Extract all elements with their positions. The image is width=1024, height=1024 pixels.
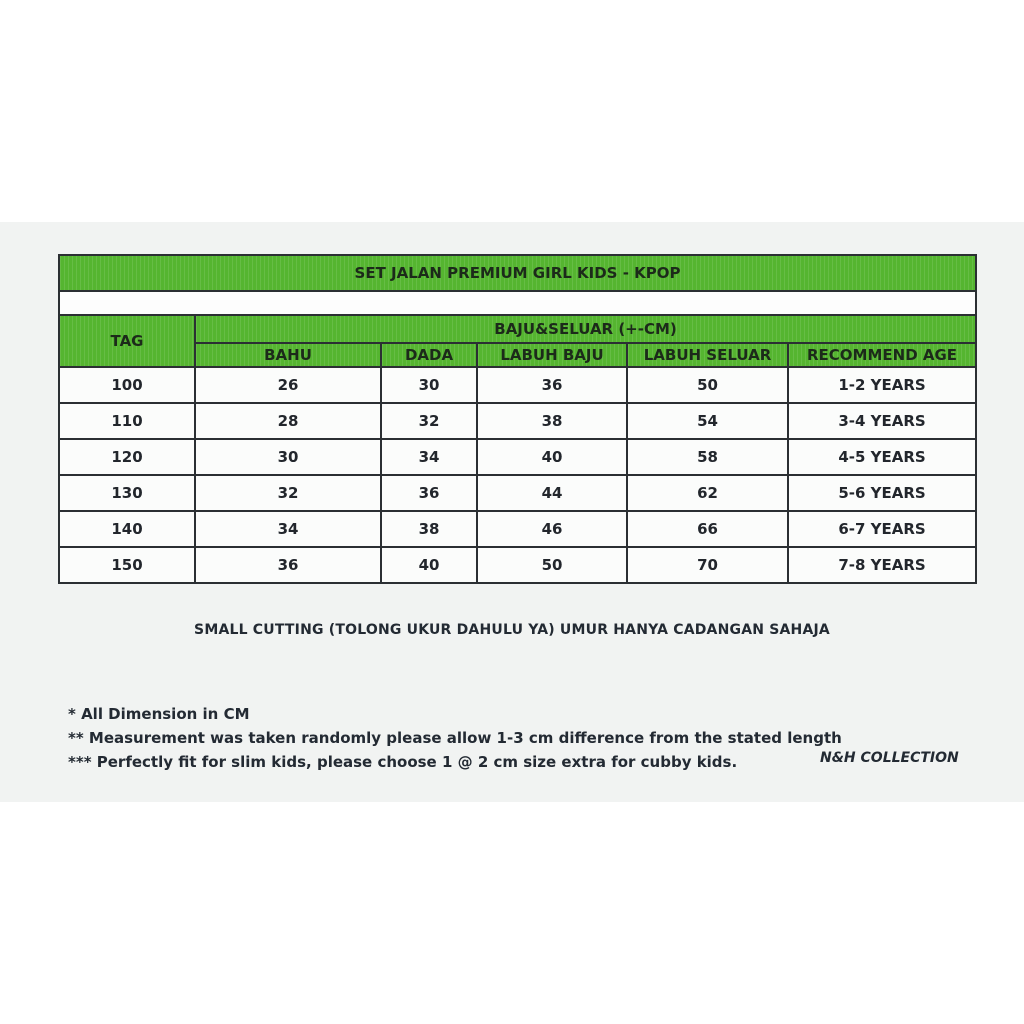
- cell-tag: 120: [59, 439, 195, 475]
- cell-bahu: 32: [195, 475, 381, 511]
- cell-recommend-age: 5-6 YEARS: [788, 475, 976, 511]
- footnote-fit: *** Perfectly fit for slim kids, please choose 1 @ 2 cm size extra for cubby kids.: [68, 753, 738, 771]
- table-row: [59, 511, 976, 547]
- cell-labuh-baju: 46: [477, 511, 627, 547]
- cell-tag: 130: [59, 475, 195, 511]
- chart-title: SET JALAN PREMIUM GIRL KIDS - KPOP: [59, 255, 976, 291]
- table-row: [59, 475, 976, 511]
- column-header-labuh-baju: LABUH BAJU: [477, 343, 627, 367]
- table-row: [59, 403, 976, 439]
- cell-dada: 36: [381, 475, 477, 511]
- column-header-dada: DADA: [381, 343, 477, 367]
- cell-labuh-baju: 44: [477, 475, 627, 511]
- cell-recommend-age: 1-2 YEARS: [788, 367, 976, 403]
- cell-tag: 110: [59, 403, 195, 439]
- cell-dada: 32: [381, 403, 477, 439]
- footnote-dimension: * All Dimension in CM: [68, 705, 250, 723]
- cell-dada: 38: [381, 511, 477, 547]
- cell-labuh-seluar: 62: [627, 475, 788, 511]
- cell-bahu: 28: [195, 403, 381, 439]
- cell-dada: 34: [381, 439, 477, 475]
- cell-bahu: 34: [195, 511, 381, 547]
- cell-tag: 100: [59, 367, 195, 403]
- spacer-row: [59, 291, 976, 315]
- cell-recommend-age: 6-7 YEARS: [788, 511, 976, 547]
- cell-recommend-age: 3-4 YEARS: [788, 403, 976, 439]
- cell-labuh-baju: 40: [477, 439, 627, 475]
- column-header-tag: TAG: [59, 315, 195, 367]
- table-row: [59, 367, 976, 403]
- cell-labuh-baju: 36: [477, 367, 627, 403]
- cell-dada: 30: [381, 367, 477, 403]
- cell-bahu: 30: [195, 439, 381, 475]
- cutting-note: SMALL CUTTING (TOLONG UKUR DAHULU YA) UMUR HANYA CADANGAN SAHAJA: [194, 622, 830, 638]
- cell-tag: 140: [59, 511, 195, 547]
- cell-labuh-seluar: 70: [627, 547, 788, 583]
- cell-labuh-seluar: 58: [627, 439, 788, 475]
- footnote-measurement: ** Measurement was taken randomly please allow 1-3 cm difference from the stated length: [68, 729, 842, 747]
- table-row: [59, 439, 976, 475]
- cell-labuh-seluar: 50: [627, 367, 788, 403]
- group-header-measurements: BAJU&SELUAR (+-CM): [195, 315, 976, 343]
- column-header-bahu: BAHU: [195, 343, 381, 367]
- cell-recommend-age: 4-5 YEARS: [788, 439, 976, 475]
- cell-tag: 150: [59, 547, 195, 583]
- table-row: [59, 547, 976, 583]
- cell-labuh-seluar: 66: [627, 511, 788, 547]
- cell-bahu: 36: [195, 547, 381, 583]
- column-header-recommend-age: RECOMMEND AGE: [788, 343, 976, 367]
- cell-labuh-baju: 50: [477, 547, 627, 583]
- cell-recommend-age: 7-8 YEARS: [788, 547, 976, 583]
- cell-bahu: 26: [195, 367, 381, 403]
- cell-labuh-seluar: 54: [627, 403, 788, 439]
- cell-dada: 40: [381, 547, 477, 583]
- brand-label: N&H COLLECTION: [820, 750, 959, 766]
- cell-labuh-baju: 38: [477, 403, 627, 439]
- column-header-labuh-seluar: LABUH SELUAR: [627, 343, 788, 367]
- size-chart-table: [58, 254, 977, 584]
